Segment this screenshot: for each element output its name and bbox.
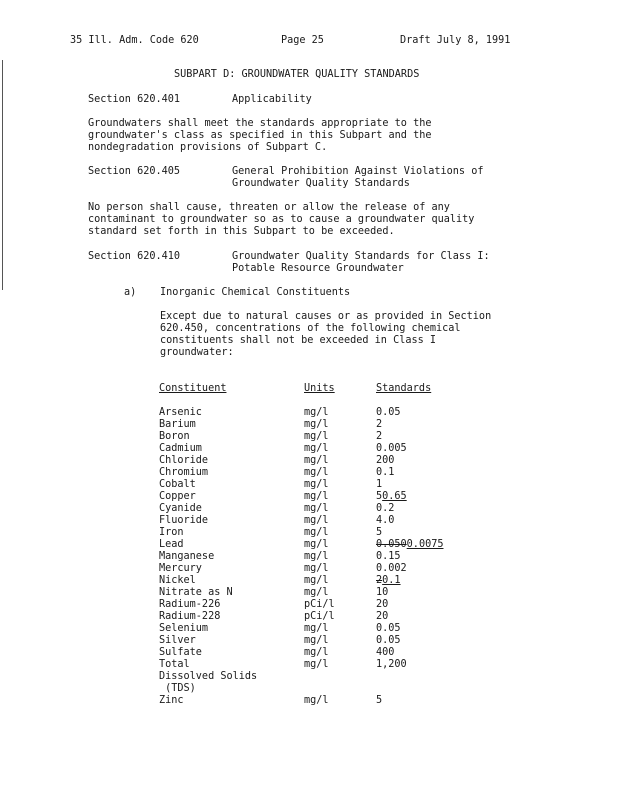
section-body-405-line: No person shall cause, threaten or allow the release of any (88, 202, 450, 213)
table-row (0, 611, 618, 623)
table-row (0, 647, 618, 659)
constituent-unit: mg/l (304, 455, 329, 466)
constituent-standard: 400 (376, 647, 395, 658)
table-row (0, 467, 618, 479)
constituent-unit: mg/l (304, 563, 329, 574)
constituent-standard (376, 539, 443, 551)
table-row (0, 695, 618, 707)
table-row (0, 683, 618, 695)
constituent-standard: 1 (376, 479, 383, 490)
constituent-standard: 200 (376, 455, 395, 466)
section-title-405: General Prohibition Against Violations of (232, 166, 484, 177)
table-row (0, 527, 618, 539)
constituent-standard: 0.1 (376, 467, 395, 478)
constituent-unit: pCi/l (304, 599, 335, 610)
constituent-unit: pCi/l (304, 611, 335, 622)
constituent-unit: mg/l (304, 527, 329, 538)
constituent-name: Zinc (159, 695, 184, 706)
constituent-unit: mg/l (304, 551, 329, 562)
inserted-value: 0.65 (382, 491, 407, 502)
section-body-401-line: nondegradation provisions of Subpart C. (88, 142, 328, 153)
table-row (0, 539, 618, 551)
header-draft: Draft July 8, 1991 (400, 35, 511, 46)
table-row (0, 671, 618, 683)
constituent-name: Manganese (159, 551, 215, 562)
constituent-standard: 0.05 (376, 623, 401, 634)
constituent-name: Dissolved Solids (159, 671, 258, 682)
deleted-value: 2 (376, 575, 383, 586)
section-body-401-line: Groundwaters shall meet the standards appropriate to the (88, 118, 432, 129)
constituent-unit: mg/l (304, 515, 329, 526)
constituent-standard: 10 (376, 587, 389, 598)
constituent-unit: mg/l (304, 467, 329, 478)
table-row (0, 431, 618, 443)
inserted-value: 0.0075 (406, 539, 444, 550)
constituent-unit: mg/l (304, 575, 329, 586)
constituent-standard (376, 491, 407, 503)
constituent-standard: 0.15 (376, 551, 401, 562)
table-row (0, 563, 618, 575)
table-row (0, 635, 618, 647)
table-row (0, 491, 618, 503)
subsection-body-line: 620.450, concentrations of the following chemical (160, 323, 461, 334)
table-row (0, 479, 618, 491)
constituent-name: Lead (159, 539, 184, 550)
table-row (0, 503, 618, 515)
subsection-body-line: groundwater: (160, 347, 234, 358)
constituent-unit: mg/l (304, 479, 329, 490)
section-title-405: Groundwater Quality Standards (232, 178, 410, 189)
constituent-name: Total (159, 659, 190, 670)
constituent-standard: 2 (376, 419, 383, 430)
section-body-405-line: standard set forth in this Subpart to be exceeded. (88, 226, 395, 237)
constituent-name: Cadmium (159, 443, 202, 454)
constituent-name: Nitrate as N (159, 587, 233, 598)
constituent-standard: 2 (376, 431, 383, 442)
header-code: 35 Ill. Adm. Code 620 (70, 35, 199, 46)
section-body-401-line: groundwater's class as specified in this Subpart and the (88, 130, 432, 141)
constituent-standard: 20 (376, 599, 389, 610)
constituent-standard: 0.05 (376, 635, 401, 646)
inserted-value: 0.1 (382, 575, 401, 586)
table-row (0, 443, 618, 455)
constituent-standard: 1,200 (376, 659, 407, 670)
constituent-name: Sulfate (159, 647, 202, 658)
constituent-standard: 4.0 (376, 515, 395, 526)
deleted-value: 0.050 (376, 539, 407, 550)
section-title-410: Potable Resource Groundwater (232, 263, 404, 274)
table-row (0, 419, 618, 431)
constituent-name: (TDS) (159, 683, 196, 694)
constituent-name: Mercury (159, 563, 202, 574)
constituent-standard: 0.005 (376, 443, 407, 454)
constituent-name: Chromium (159, 467, 209, 478)
constituent-name: Cobalt (159, 479, 196, 490)
constituent-standard (376, 575, 401, 587)
section-number-405: Section 620.405 (88, 166, 181, 177)
constituent-name: Selenium (159, 623, 209, 634)
table-row (0, 623, 618, 635)
section-body-405-line: contaminant to groundwater so as to cause a groundwater quality (88, 214, 475, 225)
constituent-name: Arsenic (159, 407, 202, 418)
section-number-401: Section 620.401 (88, 94, 181, 105)
constituent-name: Copper (159, 491, 196, 502)
column-header-constituent: Constituent (159, 383, 227, 394)
constituent-standard: 5 (376, 695, 383, 706)
constituent-name: Boron (159, 431, 190, 442)
constituent-standard: 0.05 (376, 407, 401, 418)
constituent-unit: mg/l (304, 503, 329, 514)
constituent-unit: mg/l (304, 431, 329, 442)
table-row (0, 599, 618, 611)
constituent-name: Barium (159, 419, 196, 430)
table-header-row (0, 383, 618, 395)
constituent-unit: mg/l (304, 539, 329, 550)
table-row (0, 515, 618, 527)
constituent-name: Fluoride (159, 515, 209, 526)
subsection-body-line: constituents shall not be exceeded in Class I (160, 335, 437, 346)
constituent-name: Iron (159, 527, 184, 538)
column-header-units: Units (304, 383, 335, 394)
constituent-standard: 5 (376, 527, 383, 538)
constituent-name: Cyanide (159, 503, 202, 514)
constituent-unit: mg/l (304, 587, 329, 598)
constituent-standard: 20 (376, 611, 389, 622)
scan-margin-line (2, 60, 3, 290)
section-title-401: Applicability (232, 94, 312, 105)
constituent-unit: mg/l (304, 419, 329, 430)
subsection-title: Inorganic Chemical Constituents (160, 287, 351, 298)
standard-value: 5 (376, 491, 383, 502)
table-row (0, 659, 618, 671)
table-row (0, 455, 618, 467)
constituent-unit: mg/l (304, 659, 329, 670)
section-title-410: Groundwater Quality Standards for Class I: (232, 251, 490, 262)
constituent-name: Radium-228 (159, 611, 221, 622)
table-row (0, 551, 618, 563)
constituent-name: Nickel (159, 575, 196, 586)
subsection-label: a) (124, 287, 137, 298)
table-row (0, 407, 618, 419)
table-row (0, 575, 618, 587)
header-page: Page 25 (281, 35, 324, 46)
constituent-unit: mg/l (304, 623, 329, 634)
constituent-name: Radium-226 (159, 599, 221, 610)
constituent-name: Silver (159, 635, 196, 646)
constituent-standard: 0.2 (376, 503, 395, 514)
constituent-name: Chloride (159, 455, 209, 466)
section-number-410: Section 620.410 (88, 251, 181, 262)
constituent-unit: mg/l (304, 695, 329, 706)
constituent-unit: mg/l (304, 635, 329, 646)
constituent-unit: mg/l (304, 491, 329, 502)
column-header-standards: Standards (376, 383, 432, 394)
constituent-unit: mg/l (304, 647, 329, 658)
table-row (0, 587, 618, 599)
constituent-unit: mg/l (304, 407, 329, 418)
subpart-title: SUBPART D: GROUNDWATER QUALITY STANDARDS (174, 69, 420, 80)
subsection-body-line: Except due to natural causes or as provided in Section (160, 311, 492, 322)
constituent-standard: 0.002 (376, 563, 407, 574)
constituent-unit: mg/l (304, 443, 329, 454)
